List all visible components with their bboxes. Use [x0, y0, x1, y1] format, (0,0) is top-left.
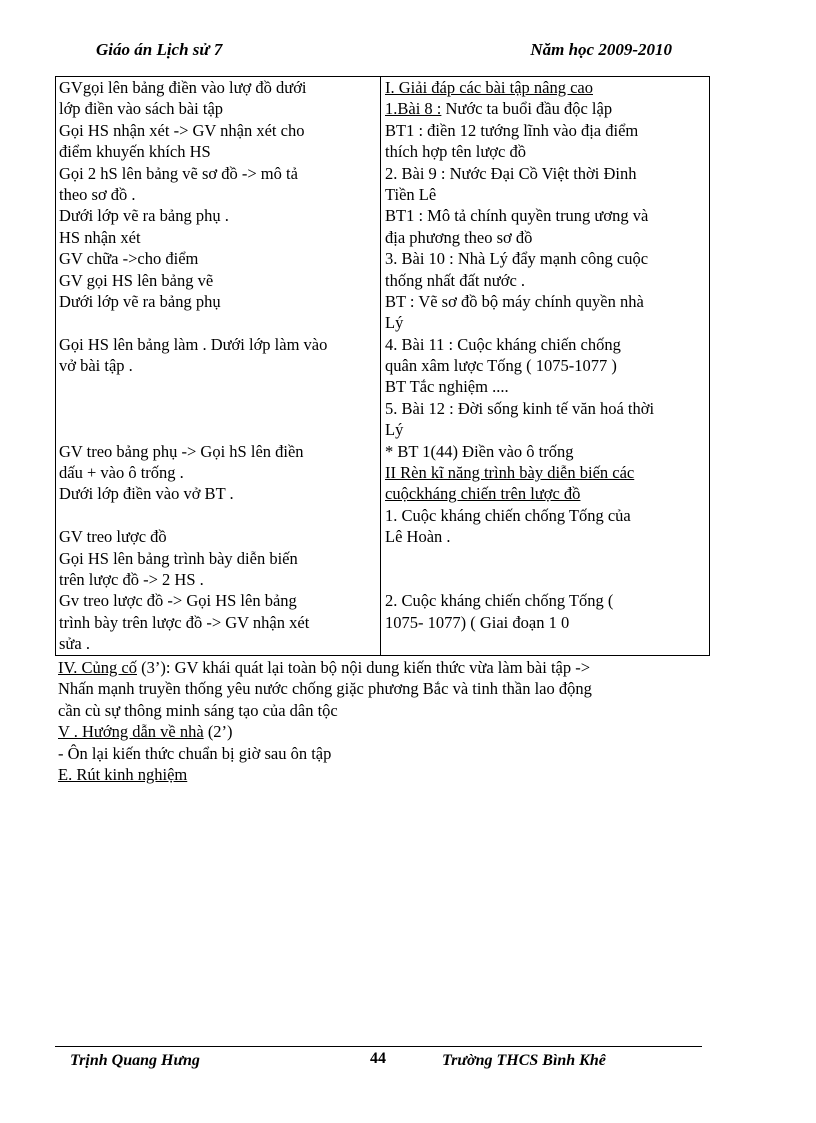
- teacher-activity-line: GVgọi lên bảng điền vào lượ đồ dưới: [59, 78, 307, 97]
- teacher-activity-line: Gv treo lược đồ -> Gọi HS lên bảng: [59, 591, 297, 611]
- content-line: BT1 : điền 12 tướng lĩnh vào địa điểm: [385, 120, 639, 140]
- teacher-activity-line: GV gọi HS lên bảng vẽ: [59, 270, 214, 290]
- content-line: Lý: [385, 313, 404, 333]
- teacher-activity-line: Dưới lớp vẽ ra bảng phụ: [59, 291, 221, 311]
- teacher-activity-line: GV chữa ->cho điểm: [59, 249, 199, 269]
- footer-author: Trịnh Quang Hưng: [70, 1052, 200, 1069]
- teacher-activity-line: Gọi HS lên bảng trình bày diễn biến: [59, 548, 298, 568]
- content-line: * BT 1(44) Điền vào ô trống: [385, 441, 574, 461]
- content-line: 5. Bài 12 : Đời sống kinh tế văn hoá thời: [385, 398, 655, 418]
- content-line: 1075- 1077) ( Giai đoạn 1 0: [385, 612, 570, 632]
- content-line: [385, 569, 705, 590]
- consolidation-line-1: [58, 657, 708, 678]
- consolidation-line-3: cần cù sự thông minh sáng tạo của dân tộc: [58, 700, 338, 720]
- teacher-activity-line: [59, 419, 377, 440]
- teacher-activity-line: lớp điền vào sách bài tập: [59, 99, 224, 119]
- teacher-activity-line: GV treo lược đồ: [59, 527, 167, 547]
- content-line: BT Tắc nghiệm ....: [385, 377, 509, 397]
- teacher-activity-line: GV treo bảng phụ -> Gọi hS lên điền: [59, 441, 304, 461]
- lesson-8-title: Nước ta buổi đầu độc lập: [441, 99, 613, 119]
- consolidation-text: (3’): GV khái quát lại toàn bộ nội dung kiến thức vừa làm bài tập ->: [137, 658, 591, 677]
- table-column-divider: [380, 77, 381, 655]
- teacher-activity-line: Dưới lớp điền vào vở BT .: [59, 484, 234, 504]
- teacher-activity-line: [59, 312, 377, 333]
- teacher-activity-line: sửa .: [59, 634, 90, 654]
- footer-divider: [55, 1046, 702, 1047]
- homework-heading: [58, 721, 708, 742]
- lesson-table: [55, 76, 710, 656]
- content-line: 3. Bài 10 : Nhà Lý đẩy mạnh công cuộc: [385, 249, 649, 269]
- lesson-8-label: 1.Bài 8 :: [385, 99, 442, 119]
- teacher-activity-line: trên lược đồ -> 2 HS .: [59, 569, 204, 589]
- homework-item: - Ôn lại kiến thức chuẩn bị giờ sau ôn tập: [58, 743, 332, 763]
- content-line: quân xâm lược Tống ( 1075-1077 ): [385, 356, 617, 376]
- content-line: Lý: [385, 420, 404, 440]
- content-line: BT : Vẽ sơ đồ bộ máy chính quyền nhà: [385, 291, 644, 311]
- header-school-year: Năm học 2009-2010: [530, 40, 672, 59]
- page-footer: [60, 1050, 680, 1070]
- lesson-8-line: [385, 98, 705, 119]
- content-line: 4. Bài 11 : Cuộc kháng chiến chống: [385, 334, 621, 354]
- teacher-activity-line: [59, 376, 377, 397]
- after-table-section: [58, 657, 708, 785]
- content-line: [385, 548, 705, 569]
- teacher-activity-line: Gọi HS nhận xét -> GV nhận xét cho: [59, 120, 305, 140]
- content-line: 1. Cuộc kháng chiến chống Tống của: [385, 505, 631, 525]
- teacher-activity-line: trình bày trên lược đồ -> GV nhận xét: [59, 612, 310, 632]
- teacher-activity-line: [59, 398, 377, 419]
- teacher-activity-line: điểm khuyến khích HS: [59, 142, 211, 162]
- teacher-activity-line: vở bài tập .: [59, 356, 133, 376]
- teacher-activity-line: dấu + vào ô trống .: [59, 463, 184, 483]
- content-column: [385, 77, 705, 633]
- content-line: Tiền Lê: [385, 184, 437, 204]
- consolidation-line-2: Nhấn mạnh truyền thống yêu nước chống giặc phương Bắc và tinh thần lao động: [58, 679, 592, 699]
- section-title-skills-1: II Rèn kĩ năng trình bày diễn biến các: [385, 463, 635, 483]
- content-line: thích hợp tên lược đồ: [385, 142, 526, 162]
- footer-school: Trường THCS Bình Khê: [442, 1052, 606, 1069]
- teacher-activity-line: Gọi 2 hS lên bảng vẽ sơ đồ -> mô tả: [59, 163, 298, 183]
- teacher-activity-line: theo sơ đồ .: [59, 184, 136, 204]
- section-title-exercises: I. Giải đáp các bài tập nâng cao: [385, 78, 593, 97]
- section-title-skills-2: cuộckháng chiến trên lược đồ: [385, 484, 581, 504]
- teacher-activities-column: [59, 77, 377, 655]
- content-line: thống nhất đất nước .: [385, 270, 526, 290]
- page-header: [90, 38, 680, 60]
- content-line: 2. Cuộc kháng chiến chống Tống (: [385, 591, 614, 611]
- teacher-activity-line: HS nhận xét: [59, 227, 141, 247]
- content-line: 2. Bài 9 : Nước Đại Cồ Việt thời Đinh: [385, 163, 637, 183]
- teacher-activity-line: Gọi HS lên bảng làm . Dưới lớp làm vào: [59, 334, 328, 354]
- content-lines-b: [385, 505, 705, 633]
- consolidation-title: IV. Củng cố: [58, 658, 137, 677]
- content-lines-a: [385, 120, 705, 462]
- homework-title: V . Hướng dẫn về nhà: [58, 722, 204, 742]
- header-subject: Giáo án Lịch sử 7: [96, 40, 223, 59]
- content-line: Lê Hoàn .: [385, 527, 451, 547]
- teacher-activity-line: Dưới lớp vẽ ra bảng phụ .: [59, 206, 229, 226]
- homework-duration: (2’): [203, 722, 233, 742]
- teacher-activity-line: [59, 505, 377, 526]
- experience-title: E. Rút kinh nghiệm: [58, 764, 188, 784]
- content-line: địa phương theo sơ đồ: [385, 227, 533, 247]
- page-number: 44: [370, 1050, 386, 1067]
- content-line: BT1 : Mô tả chính quyền trung ương và: [385, 206, 649, 226]
